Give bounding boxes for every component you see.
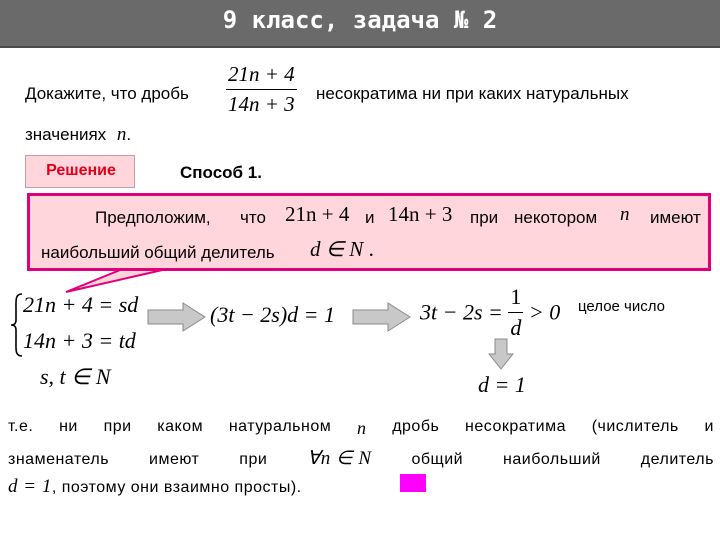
callout-word: и [365,208,375,227]
callout-expr1: 21n + 4 [285,202,350,226]
slide-title: 9 класс, задача № 2 [222,6,498,34]
conclusion-word: при [239,451,268,468]
conclusion-line-2 [8,447,714,470]
gcd-result: d = 1 [478,372,526,397]
problem-line2 [25,124,131,146]
gcd-membership: d ∈ N [310,237,364,261]
callout-word: Предположим, [95,208,211,227]
conclusion-word: дробь [392,418,440,435]
conclusion-word: несократима [465,418,566,435]
fraction-numerator: 21n + 4 [226,62,297,90]
right-arrow-icon [147,302,207,332]
fraction-denominator: 14n + 3 [228,92,295,116]
system-equation-2: 14n + 3 = td [23,328,136,353]
conclusion-word: т.е. [8,418,34,435]
callout-line1 [95,208,211,228]
conclusion-forall: ∀n ∈ N [307,448,372,469]
callout-line2-text: наибольший общий делитель [41,243,275,262]
callout-word: некотором [514,208,598,227]
derived-equation: (3t − 2s)d = 1 [210,302,336,327]
problem-line2-var: n [116,124,127,145]
conclusion-word: каком [157,418,204,435]
conclusion-end-text: , поэтому они взаимно просты). [51,479,302,496]
solution-label-box [25,155,135,188]
inequality-denominator: d [510,315,522,340]
natural-vars: s, t ∈ N [40,364,111,389]
inequality-numerator: 1 [508,284,523,313]
solution-label: Решение [46,162,116,179]
conclusion-word: делитель [640,451,714,468]
conclusion-word: при [103,418,132,435]
conclusion-line-1 [8,418,714,439]
down-arrow-icon [488,338,514,370]
method-heading: Способ 1. [180,163,262,182]
callout-word: при [470,208,499,227]
conclusion-word: общий [411,451,464,468]
integer-note: целое число [578,298,665,315]
conclusion-line-3 [8,476,302,498]
inequality-right: > 0 [528,299,561,325]
callout-line2-end: . [368,237,374,261]
conclusion-var-n: n [356,418,367,438]
conclusion-word: (числитель [591,418,679,435]
right-arrow-icon [352,302,412,332]
conclusion-word: наибольший [503,451,601,468]
problem-text-start: Докажите, что дробь [25,84,189,103]
conclusion-word: ни [59,418,78,435]
integer-inequality [420,284,560,341]
callout-word: имеют [650,208,701,227]
conclusion-word: знаменатель [8,451,110,468]
problem-line2-end: . [126,125,132,144]
problem-line2-text: значениях [25,125,107,144]
callout-expr2: 14n + 3 [388,202,453,226]
inequality-left: 3t − 2s = [420,299,503,325]
conclusion-word: и [704,418,714,435]
callout-var-n: n [620,204,630,225]
conclusion-gcd: d = 1 [8,476,52,497]
problem-fraction [226,62,297,117]
callout-word: что [240,208,266,227]
end-of-proof-marker [400,474,426,492]
system-equation-1: 21n + 4 = sd [23,292,139,317]
conclusion-word: имеют [149,451,200,468]
conclusion-word: натуральном [228,418,332,435]
callout-line2-math [310,237,374,262]
problem-text-end: несократима ни при каких натуральных [316,84,629,103]
